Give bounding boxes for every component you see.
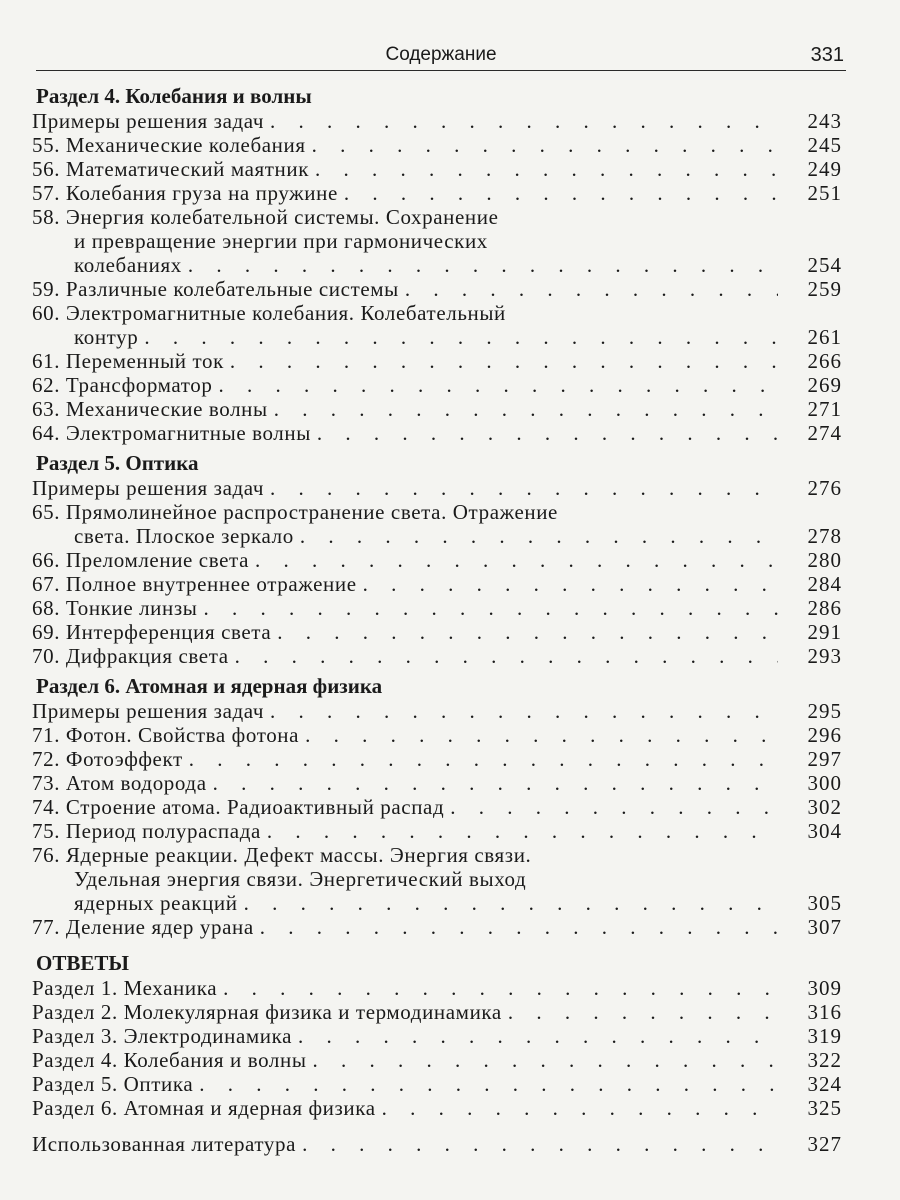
leader-dots bbox=[312, 133, 778, 157]
entry-page: 261 bbox=[807, 325, 842, 349]
entry-title: 70. Дифракция света bbox=[32, 644, 229, 668]
entry-page: 245 bbox=[807, 133, 842, 157]
leader-dots bbox=[363, 572, 778, 596]
entry-page: 254 bbox=[807, 253, 842, 277]
entry-title-line: и превращение энергии при гармонических bbox=[74, 229, 488, 253]
leader-dots bbox=[244, 891, 778, 915]
entry-title-line: света. Плоское зеркало bbox=[74, 524, 294, 548]
page-header bbox=[36, 44, 846, 71]
toc-entry[interactable] bbox=[32, 747, 842, 771]
entry-page: 291 bbox=[807, 620, 842, 644]
entry-page: 296 bbox=[807, 723, 842, 747]
leader-dots bbox=[213, 771, 778, 795]
entry-title: 77. Деление ядер урана bbox=[32, 915, 254, 939]
leader-dots bbox=[344, 181, 778, 205]
entry-page: 286 bbox=[807, 596, 842, 620]
toc-entry[interactable] bbox=[32, 397, 842, 421]
entry-page: 251 bbox=[807, 181, 842, 205]
toc-entry[interactable] bbox=[32, 1024, 842, 1048]
toc-entry[interactable] bbox=[32, 795, 842, 819]
entry-title: Раздел 1. Механика bbox=[32, 976, 218, 1000]
running-title: Содержание bbox=[385, 44, 497, 65]
entry-page: 319 bbox=[807, 1024, 842, 1048]
entry-title: 63. Механические волны bbox=[32, 397, 268, 421]
toc-entry-multiline[interactable] bbox=[32, 500, 842, 548]
entry-title: 66. Преломление света bbox=[32, 548, 249, 572]
entry-page: 304 bbox=[807, 819, 842, 843]
leader-dots bbox=[315, 157, 778, 181]
entry-title: Использованная литература bbox=[32, 1132, 297, 1156]
leader-dots bbox=[270, 476, 778, 500]
toc-entry[interactable] bbox=[32, 620, 842, 644]
toc-entry[interactable] bbox=[32, 1096, 842, 1120]
toc-entry[interactable] bbox=[32, 133, 842, 157]
leader-dots bbox=[199, 1072, 778, 1096]
entry-page: 316 bbox=[807, 1000, 842, 1024]
leader-dots bbox=[302, 1132, 778, 1156]
entry-page: 259 bbox=[807, 277, 842, 301]
entry-title: Примеры решения задач bbox=[32, 476, 265, 500]
toc-entry[interactable] bbox=[32, 596, 842, 620]
leader-dots bbox=[255, 548, 778, 572]
leader-dots bbox=[235, 644, 778, 668]
entry-title: 59. Различные колебательные системы bbox=[32, 277, 399, 301]
toc-entry[interactable] bbox=[32, 277, 842, 301]
leader-dots bbox=[189, 747, 778, 771]
entry-title: 68. Тонкие линзы bbox=[32, 596, 198, 620]
toc-entry[interactable] bbox=[32, 1000, 842, 1024]
section-heading: Раздел 5. Оптика bbox=[36, 451, 199, 475]
entry-page: 309 bbox=[807, 976, 842, 1000]
entry-title: Раздел 5. Оптика bbox=[32, 1072, 194, 1096]
entry-page: 297 bbox=[807, 747, 842, 771]
leader-dots bbox=[305, 723, 778, 747]
leader-dots bbox=[223, 976, 778, 1000]
toc-entry[interactable] bbox=[32, 976, 842, 1000]
entry-title: 62. Трансформатор bbox=[32, 373, 213, 397]
leader-dots bbox=[270, 699, 778, 723]
entry-page: 295 bbox=[807, 699, 842, 723]
entry-title-line: 58. Энергия колебательной системы. Сохранение bbox=[32, 205, 499, 229]
leader-dots bbox=[317, 421, 778, 445]
leader-dots bbox=[218, 373, 778, 397]
entry-title-line: колебаниях bbox=[74, 253, 182, 277]
toc-entry[interactable] bbox=[32, 476, 842, 500]
entry-page: 305 bbox=[807, 891, 842, 915]
leader-dots bbox=[277, 620, 778, 644]
toc-entry[interactable] bbox=[32, 109, 842, 133]
toc-entry[interactable] bbox=[32, 157, 842, 181]
entry-page: 293 bbox=[807, 644, 842, 668]
toc-entry[interactable] bbox=[32, 723, 842, 747]
entry-page: 325 bbox=[807, 1096, 842, 1120]
answers-heading: ОТВЕТЫ bbox=[36, 951, 129, 975]
toc-entry[interactable] bbox=[32, 548, 842, 572]
entry-title: 61. Переменный ток bbox=[32, 349, 224, 373]
toc-entry[interactable] bbox=[32, 181, 842, 205]
section-heading: Раздел 6. Атомная и ядерная физика bbox=[36, 674, 383, 698]
leader-dots bbox=[405, 277, 778, 301]
leader-dots bbox=[144, 325, 778, 349]
entry-page: 271 bbox=[807, 397, 842, 421]
toc-entry[interactable] bbox=[32, 572, 842, 596]
leader-dots bbox=[274, 397, 778, 421]
toc-entry-multiline[interactable] bbox=[32, 301, 842, 349]
entry-page: 276 bbox=[807, 476, 842, 500]
entry-page: 249 bbox=[807, 157, 842, 181]
leader-dots bbox=[508, 1000, 778, 1024]
entry-page: 300 bbox=[807, 771, 842, 795]
entry-title: Примеры решения задач bbox=[32, 109, 265, 133]
leader-dots bbox=[267, 819, 778, 843]
toc-entry-multiline[interactable] bbox=[32, 843, 842, 915]
toc-entry[interactable] bbox=[32, 421, 842, 445]
toc-entry[interactable] bbox=[32, 819, 842, 843]
entry-page: 266 bbox=[807, 349, 842, 373]
entry-title: Примеры решения задач bbox=[32, 699, 265, 723]
leader-dots bbox=[450, 795, 778, 819]
entry-page: 278 bbox=[807, 524, 842, 548]
entry-title: 69. Интерференция света bbox=[32, 620, 272, 644]
entry-title: Раздел 3. Электродинамика bbox=[32, 1024, 293, 1048]
entry-page: 269 bbox=[807, 373, 842, 397]
leader-dots bbox=[260, 915, 778, 939]
entry-page: 327 bbox=[807, 1132, 842, 1156]
entry-title-line: 76. Ядерные реакции. Дефект массы. Энергия связи. bbox=[32, 843, 532, 867]
entry-title: 67. Полное внутреннее отражение bbox=[32, 572, 357, 596]
entry-title: 55. Механические колебания bbox=[32, 133, 306, 157]
entry-page: 243 bbox=[807, 109, 842, 133]
entry-title-line: контур bbox=[74, 325, 139, 349]
entry-title: 73. Атом водорода bbox=[32, 771, 207, 795]
toc-entry-literature[interactable] bbox=[32, 1132, 842, 1156]
toc-entry[interactable] bbox=[32, 1048, 842, 1072]
entry-title: Раздел 2. Молекулярная физика и термодинамика bbox=[32, 1000, 502, 1024]
entry-title-line: Удельная энергия связи. Энергетический выход bbox=[74, 867, 527, 891]
page-number: 331 bbox=[810, 44, 844, 66]
toc-entry[interactable] bbox=[32, 771, 842, 795]
entry-title: Раздел 6. Атомная и ядерная физика bbox=[32, 1096, 376, 1120]
leader-dots bbox=[203, 596, 778, 620]
toc-entry-multiline[interactable] bbox=[32, 205, 842, 277]
leader-dots bbox=[313, 1048, 778, 1072]
entry-page: 307 bbox=[807, 915, 842, 939]
toc-entry[interactable] bbox=[32, 644, 842, 668]
entry-title-line: 60. Электромагнитные колебания. Колебательный bbox=[32, 301, 506, 325]
entry-title: Раздел 4. Колебания и волны bbox=[32, 1048, 307, 1072]
leader-dots bbox=[382, 1096, 778, 1120]
entry-page: 324 bbox=[807, 1072, 842, 1096]
entry-title: 75. Период полураспада bbox=[32, 819, 261, 843]
leader-dots bbox=[298, 1024, 778, 1048]
entry-title: 74. Строение атома. Радиоактивный распад bbox=[32, 795, 445, 819]
entry-title-line: ядерных реакций bbox=[74, 891, 238, 915]
entry-title: 72. Фотоэффект bbox=[32, 747, 183, 771]
leader-dots bbox=[230, 349, 778, 373]
section-heading: Раздел 4. Колебания и волны bbox=[36, 84, 312, 108]
toc-entry[interactable] bbox=[32, 1072, 842, 1096]
entry-title: 64. Электромагнитные волны bbox=[32, 421, 311, 445]
entry-page: 280 bbox=[807, 548, 842, 572]
entry-page: 322 bbox=[807, 1048, 842, 1072]
entry-title: 57. Колебания груза на пружине bbox=[32, 181, 338, 205]
entry-page: 284 bbox=[807, 572, 842, 596]
table-of-contents bbox=[32, 84, 842, 1156]
toc-entry[interactable] bbox=[32, 373, 842, 397]
toc-entry[interactable] bbox=[32, 915, 842, 939]
entry-title: 71. Фотон. Свойства фотона bbox=[32, 723, 300, 747]
leader-dots bbox=[300, 524, 778, 548]
leader-dots bbox=[270, 109, 778, 133]
toc-entry[interactable] bbox=[32, 349, 842, 373]
leader-dots bbox=[188, 253, 778, 277]
toc-entry[interactable] bbox=[32, 699, 842, 723]
entry-title: 56. Математический маятник bbox=[32, 157, 310, 181]
entry-title-line: 65. Прямолинейное распространение света. Отражение bbox=[32, 500, 558, 524]
entry-page: 274 bbox=[807, 421, 842, 445]
entry-page: 302 bbox=[807, 795, 842, 819]
